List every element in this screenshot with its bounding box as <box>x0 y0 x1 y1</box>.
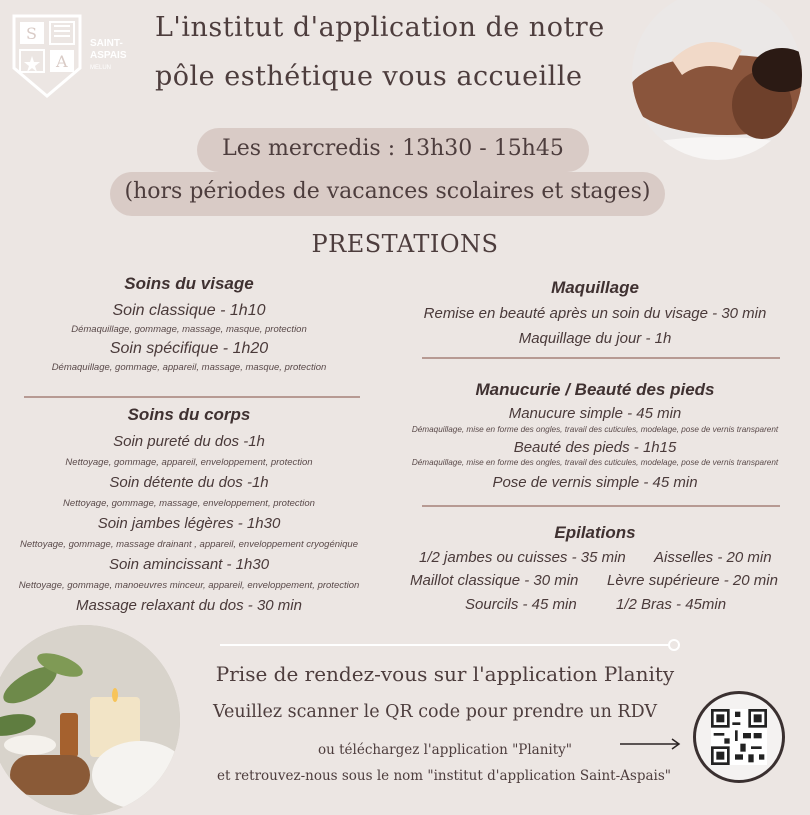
service-name: Soin détente du dos -1h <box>109 474 269 491</box>
epilation-item: Sourcils - 45 min <box>465 596 577 613</box>
title-line-1: L'institut d'application de notre <box>155 12 605 43</box>
service-name: Maquillage du jour - 1h <box>518 330 672 347</box>
divider <box>24 396 360 398</box>
service-detail: Démaquillage, mise en forme des ongles, travail des cuticules, modelage, pose de vernis transparent <box>411 458 779 467</box>
logo-name-line1: SAINT- <box>90 38 123 49</box>
service-detail: Démaquillage, gommage, massage, masque, protection <box>71 324 307 335</box>
service-detail: Nettoyage, gommage, manoeuvres minceur, appareil, enveloppement, protection <box>18 580 360 591</box>
section-title-manucurie: Manucurie / Beauté des pieds <box>475 380 715 399</box>
right-column <box>404 0 786 810</box>
logo-name-line2: ASPAIS <box>90 50 127 61</box>
footer-rule <box>220 644 670 646</box>
prestations-title: PRESTATIONS <box>311 230 499 258</box>
epilation-item: Aisselles - 20 min <box>654 549 772 566</box>
service-name: Manucure simple - 45 min <box>508 405 682 422</box>
title-line-2: pôle esthétique vous accueille <box>155 61 583 92</box>
service-name: Soin amincissant - 1h30 <box>108 556 270 573</box>
section-title-soins-corps: Soins du corps <box>127 405 251 424</box>
footer-rule-end <box>668 639 680 651</box>
service-name: Remise en beauté après un soin du visage - 30 min <box>423 305 767 322</box>
footer-line-download: ou téléchargez l'application "Planity" <box>317 742 573 758</box>
section-title-maquillage: Maquillage <box>551 278 639 297</box>
service-name: Soin classique - 1h10 <box>112 302 266 319</box>
service-name: Soin pureté du dos -1h <box>113 433 265 450</box>
section-title-soins-visage: Soins du visage <box>124 274 254 293</box>
footer-line-scan: Veuillez scanner le QR code pour prendre un RDV <box>213 702 657 722</box>
service-detail: Démaquillage, mise en forme des ongles, travail des cuticules, modelage, pose de vernis transparent <box>411 425 779 434</box>
service-detail: Nettoyage, gommage, massage drainant , appareil, enveloppement cryogénique <box>20 539 358 550</box>
logo-letter-a: A <box>56 52 68 71</box>
service-detail: Nettoyage, gommage, massage, enveloppement, protection <box>63 498 315 509</box>
hours-text: Les mercredis : 13h30 - 15h45 <box>222 136 564 161</box>
service-name: Massage relaxant du dos - 30 min <box>76 597 302 614</box>
epilation-item: 1/2 jambes ou cuisses - 35 min <box>419 549 626 566</box>
epilation-item: Maillot classique - 30 min <box>410 572 579 589</box>
logo-letter-s: S <box>26 24 37 43</box>
note-text: (hors périodes de vacances scolaires et stages) <box>124 179 651 204</box>
service-name: Beauté des pieds - 1h15 <box>513 439 677 456</box>
logo-name-line3: MELUN <box>90 65 112 71</box>
footer-line-find-us: et retrouvez-nous sous le nom "institut d'application Saint-Aspais" <box>217 768 671 784</box>
divider <box>422 505 780 507</box>
service-name: Soin spécifique - 1h20 <box>109 340 269 357</box>
epilation-item: 1/2 Bras - 45min <box>616 596 727 613</box>
arrow-right-icon <box>620 737 682 751</box>
qr-code-icon <box>711 709 767 765</box>
divider <box>422 357 780 359</box>
qr-code[interactable] <box>693 691 785 783</box>
epilation-item: Lèvre supérieure - 20 min <box>607 572 778 589</box>
section-title-epilations: Epilations <box>554 523 636 542</box>
service-name: Pose de vernis simple - 45 min <box>492 474 698 491</box>
footer-line-planity: Prise de rendez-vous sur l'application Planity <box>215 662 675 686</box>
service-detail: Nettoyage, gommage, appareil, enveloppement, protection <box>65 457 313 468</box>
service-name: Soin jambes légères - 1h30 <box>97 515 281 532</box>
service-detail: Démaquillage, gommage, appareil, massage, masque, protection <box>51 362 327 373</box>
